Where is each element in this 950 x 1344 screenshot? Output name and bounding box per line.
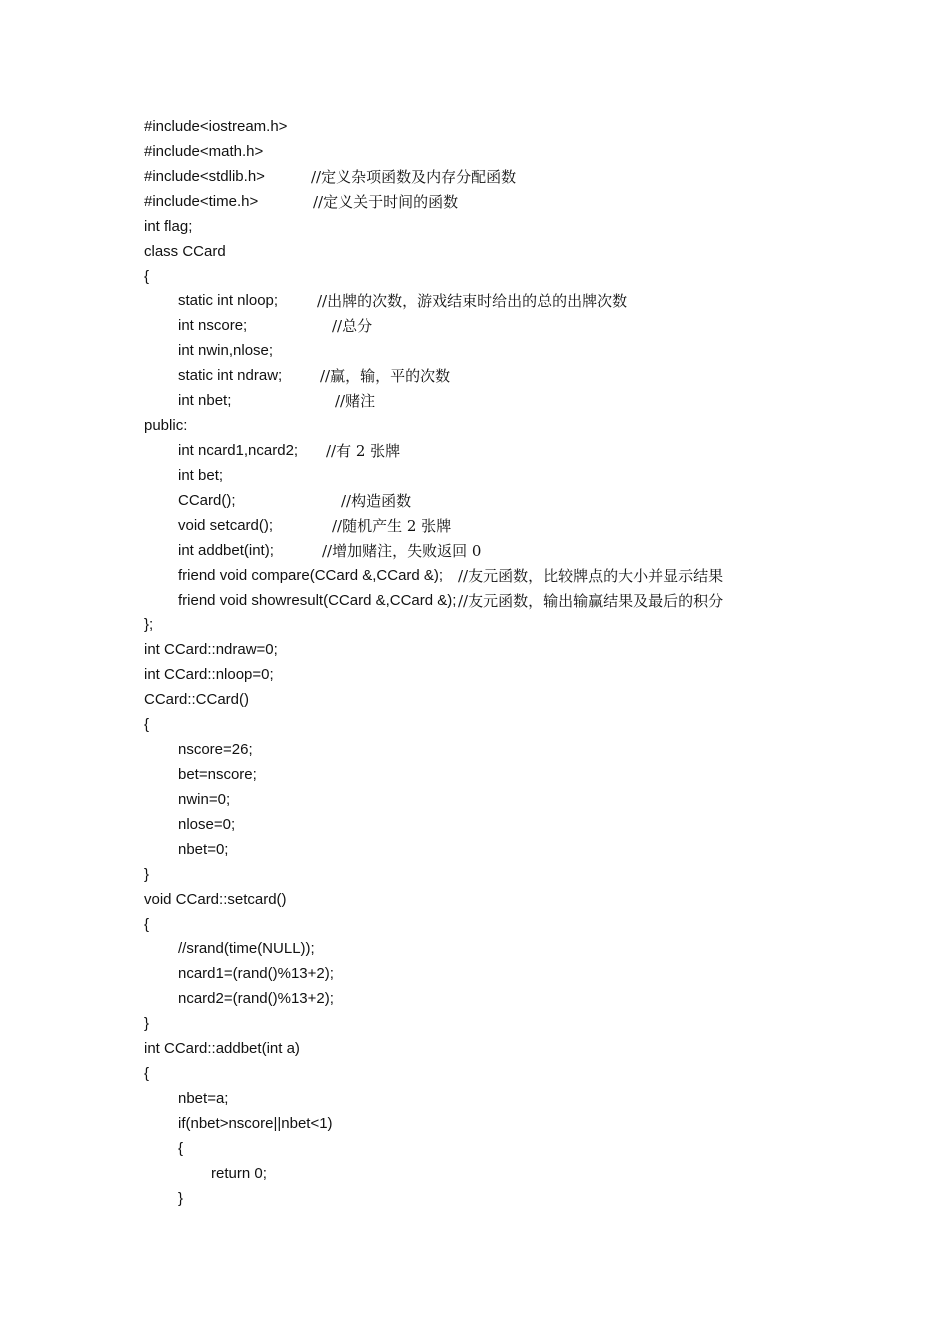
code-text: nbet=a;: [178, 1089, 229, 1107]
code-line: [144, 1187, 924, 1212]
code-text: friend void compare(CCard &,CCard &);: [178, 566, 444, 584]
code-line: [144, 1112, 924, 1137]
code-line: [144, 414, 924, 439]
code-comment: //构造函数: [341, 491, 412, 510]
code-comment: //友元函数，输出输赢结果及最后的积分: [458, 591, 724, 610]
code-line: [144, 788, 924, 813]
code-line: [144, 215, 924, 240]
code-line: [144, 240, 924, 265]
code-comment: //总分: [332, 317, 373, 336]
code-line: [144, 1087, 924, 1112]
code-line: [144, 589, 924, 614]
code-line: [144, 314, 924, 339]
code-text: }: [144, 865, 150, 883]
code-line: [144, 489, 924, 514]
code-text: nscore=26;: [178, 741, 253, 759]
code-text: public:: [144, 417, 188, 435]
code-text: {: [144, 915, 150, 933]
code-text: {: [144, 267, 150, 285]
code-comment: //定义关于时间的函数: [313, 192, 459, 211]
code-text: static int nloop;: [178, 292, 279, 310]
code-line: [144, 1062, 924, 1087]
code-line: [144, 738, 924, 763]
code-text: nlose=0;: [178, 815, 236, 833]
code-text: ncard2=(rand()%13+2);: [178, 990, 334, 1008]
code-line: [144, 564, 924, 589]
code-text: int bet;: [178, 466, 224, 484]
code-comment: //赢，输，平的次数: [320, 367, 451, 386]
code-text: int flag;: [144, 217, 193, 235]
code-text: return 0;: [211, 1164, 267, 1182]
code-text: {: [144, 716, 150, 734]
code-line: [144, 514, 924, 539]
code-line: [144, 613, 924, 638]
code-text: CCard();: [178, 491, 236, 509]
code-comment: //随机产生 2 张牌: [332, 516, 452, 535]
code-line: [144, 888, 924, 913]
code-text: static int ndraw;: [178, 367, 283, 385]
code-text: {: [178, 1139, 184, 1157]
code-line: [144, 190, 924, 215]
code-line: [144, 165, 924, 190]
code-text: int nwin,nlose;: [178, 342, 274, 360]
code-text: };: [144, 616, 154, 634]
code-line: [144, 439, 924, 464]
code-text: class CCard: [144, 242, 226, 260]
code-text: int CCard::addbet(int a): [144, 1040, 300, 1058]
code-line: [144, 638, 924, 663]
code-line: [144, 289, 924, 314]
code-line: [144, 813, 924, 838]
code-line: [144, 838, 924, 863]
code-line: [144, 115, 924, 140]
code-line: [144, 364, 924, 389]
code-line: [144, 863, 924, 888]
code-line: [144, 763, 924, 788]
code-line: [144, 339, 924, 364]
code-line: [144, 688, 924, 713]
code-listing: [144, 115, 924, 1212]
code-text: int CCard::nloop=0;: [144, 666, 274, 684]
code-line: [144, 265, 924, 290]
code-text: int nbet;: [178, 392, 232, 410]
code-text: {: [144, 1065, 150, 1083]
code-text: friend void showresult(CCard &,CCard &);: [178, 591, 457, 609]
code-text: //srand(time(NULL));: [178, 940, 315, 958]
code-line: [144, 389, 924, 414]
code-comment: //增加赌注，失败返回 0: [322, 541, 482, 560]
code-comment: //有 2 张牌: [326, 441, 401, 460]
code-text: ncard1=(rand()%13+2);: [178, 965, 334, 983]
code-text: if(nbet>nscore||nbet<1): [178, 1114, 333, 1132]
code-text: int addbet(int);: [178, 541, 274, 559]
code-line: [144, 464, 924, 489]
code-line: [144, 1137, 924, 1162]
code-text: #include<stdlib.h>: [144, 167, 265, 185]
code-line: [144, 539, 924, 564]
code-line: [144, 913, 924, 938]
code-text: bet=nscore;: [178, 765, 257, 783]
code-line: [144, 987, 924, 1012]
code-text: }: [178, 1189, 184, 1207]
code-comment: //定义杂项函数及内存分配函数: [311, 167, 517, 186]
code-text: void setcard();: [178, 516, 274, 534]
code-line: [144, 1037, 924, 1062]
code-comment: //友元函数，比较牌点的大小并显示结果: [458, 566, 724, 585]
code-line: [144, 962, 924, 987]
code-comment: //赌注: [335, 392, 376, 411]
code-text: }: [144, 1015, 150, 1033]
code-text: #include<time.h>: [144, 192, 259, 210]
code-line: [144, 140, 924, 165]
code-text: #include<math.h>: [144, 142, 264, 160]
code-text: void CCard::setcard(): [144, 890, 287, 908]
code-line: [144, 1162, 924, 1187]
code-text: nbet=0;: [178, 840, 229, 858]
code-text: int ncard1,ncard2;: [178, 441, 299, 459]
code-text: #include<iostream.h>: [144, 118, 288, 135]
code-text: int CCard::ndraw=0;: [144, 641, 278, 659]
code-line: [144, 1012, 924, 1037]
code-line: [144, 937, 924, 962]
code-text: CCard::CCard(): [144, 691, 250, 709]
code-text: nwin=0;: [178, 790, 231, 808]
code-line: [144, 713, 924, 738]
code-text: int nscore;: [178, 317, 248, 335]
code-comment: //出牌的次数，游戏结束时给出的总的出牌次数: [317, 292, 628, 311]
code-line: [144, 663, 924, 688]
